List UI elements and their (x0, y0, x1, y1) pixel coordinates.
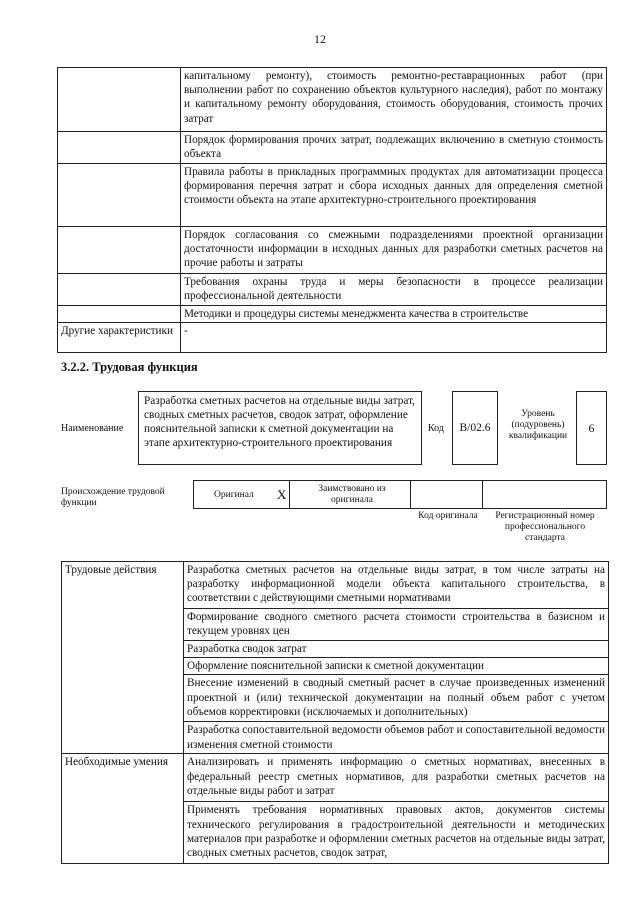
code-label: Код (428, 423, 444, 434)
table-row (58, 132, 607, 164)
level-label: Уровень (подуровень) квалификации (508, 409, 568, 441)
table-row (58, 306, 607, 323)
action-item: Разработка сметных расчетов на отдельные виды затрат, в том числе затраты на разработку информационной модели объекта капитального строительства, в соответствии с действующими сметными нормативами (184, 562, 609, 609)
page-number: 12 (314, 32, 326, 46)
knowledge-table (57, 67, 607, 353)
row-label (58, 68, 181, 132)
row-label (58, 306, 181, 323)
reg-caption: Регистрационный номер профессионального стандарта (495, 511, 595, 543)
group-label: Необходимые умения (62, 754, 184, 864)
action-item: Оформление пояснительной записки к сметной документации (184, 658, 609, 675)
table-row (62, 562, 609, 609)
group-label: Трудовые действия (62, 562, 184, 754)
borrowed-label: Заимствовано из оригинала (318, 484, 386, 505)
action-item: Внесение изменений в сводный сметный расчет в случае произведенных изменений проектной и (или) технической документации на полный объем работ с учетом объемов корректировки (исключаемых и дополнительных) (184, 675, 609, 722)
table-row (58, 323, 607, 353)
row-text: - (181, 323, 607, 353)
code-caption: Код оригинала (418, 511, 478, 521)
action-item: Формирование сводного сметного расчета стоимости строительства в базисном и текущем уровнях цен (184, 609, 609, 641)
table-row (62, 754, 609, 802)
row-label (58, 227, 181, 274)
original-label: Оригинал (214, 490, 254, 500)
level-box (576, 391, 607, 465)
row-label (58, 132, 181, 164)
row-label: Другие характеристики (58, 323, 181, 353)
action-item: Разработка сводок затрат (184, 641, 609, 658)
labor-function-table (61, 561, 609, 864)
name-label: Наименование (61, 423, 124, 434)
function-name-value: Разработка сметных расчетов на отдельные виды затрат, сводных сметных расчетов, сводок затрат, оформление пояснительной записки к сметной документации на этапе архитектурно-строительного проектирования (144, 395, 416, 449)
row-text: капитальному ремонту), стоимость ремонтно-реставрационных работ (при выполнении работ по сохранению объектов культурного наследия), работ по монтажу и капитальному ремонту оборудования, стоимость оборудования, стоимость прочих затрат (181, 68, 607, 132)
table-row (58, 274, 607, 306)
row-text: Методики и процедуры системы менеджмента качества в строительстве (181, 306, 607, 323)
original-mark: X (277, 487, 287, 502)
code-box (452, 391, 498, 465)
origin-box (193, 480, 607, 509)
row-text: Правила работы в прикладных программных продуктах для автоматизации процесса формирования перечня затрат и сбора исходных данных для определения сметной стоимости объекта на этапе архитектурно-строительного проектирования (181, 164, 607, 227)
origin-label: Происхождение трудовой функции (61, 487, 165, 508)
function-name-box (138, 391, 422, 465)
section-title: 3.2.2. Трудовая функция (61, 360, 198, 374)
skill-item: Применять требования нормативных правовых актов, документов системы технического регулирования в градостроительной деятельности и методических материалов при разработке и оформлении сметных расчетов на отдельные виды затрат, сводных сметных расчетов, сводок затрат, (184, 802, 609, 864)
table-row (58, 68, 607, 132)
row-text: Порядок согласования со смежными подразделениями проектной организации достаточности информации в исходных данных для разработки сметных расчетов на прочие работы и затраты (181, 227, 607, 274)
level-value: 6 (588, 420, 595, 435)
row-label (58, 274, 181, 306)
code-value: В/02.6 (459, 422, 491, 434)
row-label (58, 164, 181, 227)
table-row (58, 164, 607, 227)
row-text: Порядок формирования прочих затрат, подлежащих включению в сметную стоимость объекта (181, 132, 607, 164)
skill-item: Анализировать и применять информацию о сметных нормативах, внесенных в федеральный реестр сметных нормативов, для разработки сметных расчетов на отдельные виды работ и затрат (184, 754, 609, 802)
action-item: Разработка сопоставительной ведомости объемов работ и сопоставительной ведомости изменения сметной стоимости (184, 722, 609, 754)
table-row (58, 227, 607, 274)
row-text: Требования охраны труда и меры безопасности в процессе реализации профессиональной деятельности (181, 274, 607, 306)
